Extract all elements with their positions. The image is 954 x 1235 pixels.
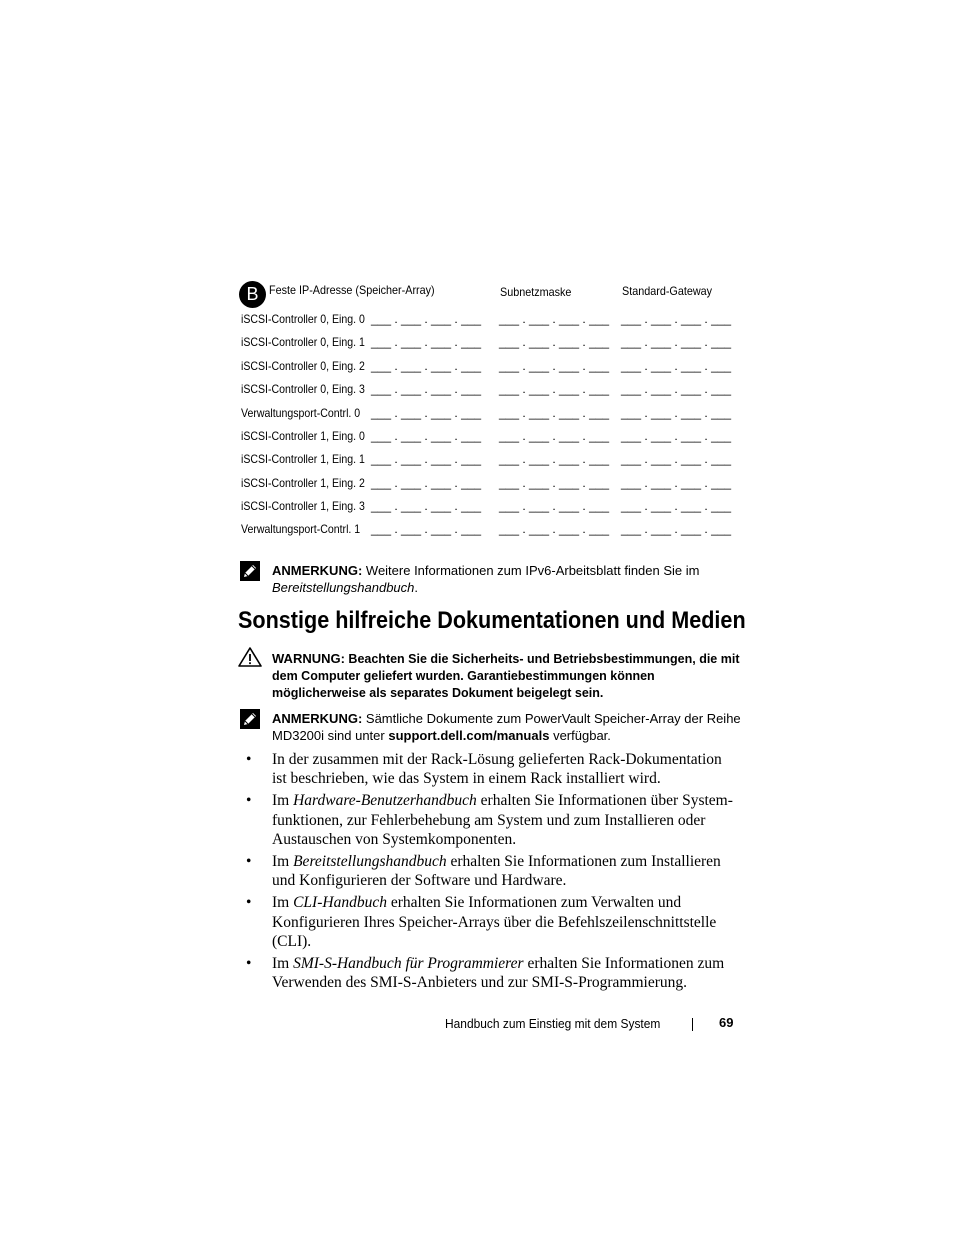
worksheet-row	[241, 429, 761, 449]
subnet-blank[interactable]: ___ . ___ . ___ . ___	[499, 382, 610, 396]
note-italic: Bereitstellungshandbuch	[272, 580, 415, 595]
gateway-blank[interactable]: ___ . ___ . ___ . ___	[621, 499, 732, 513]
warning-block	[272, 650, 742, 702]
subnet-blank[interactable]: ___ . ___ . ___ . ___	[499, 452, 610, 466]
row-label: iSCSI-Controller 0, Eing. 3	[241, 382, 365, 396]
gateway-blank[interactable]: ___ . ___ . ___ . ___	[621, 429, 732, 443]
footer-divider	[692, 1018, 693, 1031]
page-number: 69	[719, 1015, 734, 1030]
gateway-blank[interactable]: ___ . ___ . ___ . ___	[621, 312, 732, 326]
worksheet-row	[241, 476, 761, 496]
gateway-blank[interactable]: ___ . ___ . ___ . ___	[621, 522, 732, 536]
ip-blank[interactable]: ___ . ___ . ___ . ___	[371, 359, 482, 373]
row-label: Verwaltungsport-Contrl. 1	[241, 522, 361, 536]
warning-text: Beachten Sie die Sicherheits- und Betriebsbestimmungen, die mit dem Computer geliefert wurden. Garantiebestimmungen können möglicherweise als separates Dokument beigelegt sein.	[272, 652, 740, 700]
note2-end: verfügbar.	[553, 728, 611, 743]
ip-blank[interactable]: ___ . ___ . ___ . ___	[371, 335, 482, 349]
row-label: Verwaltungsport-Contrl. 0	[241, 406, 361, 420]
subnet-blank[interactable]: ___ . ___ . ___ . ___	[499, 522, 610, 536]
section-title: Sonstige hilfreiche Dokumentationen und Medien	[238, 607, 746, 634]
pencil-note-icon-2	[240, 709, 260, 729]
warning-triangle-icon	[238, 647, 262, 667]
ip-blank[interactable]: ___ . ___ . ___ . ___	[371, 382, 482, 396]
row-label: iSCSI-Controller 0, Eing. 0	[241, 312, 365, 326]
gateway-blank[interactable]: ___ . ___ . ___ . ___	[621, 382, 732, 396]
worksheet-row	[241, 499, 761, 519]
worksheet-row	[241, 312, 761, 332]
subnet-blank[interactable]: ___ . ___ . ___ . ___	[499, 499, 610, 513]
header-static-ip: Feste IP-Adresse (Speicher-Array)	[269, 283, 435, 297]
worksheet-row	[241, 382, 761, 402]
subnet-blank[interactable]: ___ . ___ . ___ . ___	[499, 312, 610, 326]
subnet-blank[interactable]: ___ . ___ . ___ . ___	[499, 429, 610, 443]
gateway-blank[interactable]: ___ . ___ . ___ . ___	[621, 452, 732, 466]
section-b-badge: B	[239, 281, 266, 308]
list-item: • Im CLI-Handbuch erhalten Sie Informationen zum Verwalten und Konfigurieren Ihres Speicher-Arrays über die Befehlszeilenschnittstelle (CLI).	[246, 894, 717, 950]
note-text: Weitere Informationen zum IPv6-Arbeitsblatt finden Sie im	[365, 563, 700, 578]
gateway-blank[interactable]: ___ . ___ . ___ . ___	[621, 335, 732, 349]
row-label: iSCSI-Controller 1, Eing. 2	[241, 476, 365, 490]
header-default-gateway: Standard-Gateway	[622, 284, 713, 298]
gateway-blank[interactable]: ___ . ___ . ___ . ___	[621, 476, 732, 490]
pencil-note-icon	[240, 561, 260, 581]
list-item: • Im Bereitstellungshandbuch erhalten Sie Informationen zum Installieren und Konfigurieren der Software und Hardware.	[246, 853, 721, 890]
ip-blank[interactable]: ___ . ___ . ___ . ___	[371, 429, 482, 443]
ip-blank[interactable]: ___ . ___ . ___ . ___	[371, 406, 482, 420]
note-ipv6	[272, 562, 742, 596]
worksheet-row	[241, 406, 761, 426]
note2-label: ANMERKUNG:	[272, 711, 363, 726]
row-label: iSCSI-Controller 1, Eing. 0	[241, 429, 365, 443]
note-label: ANMERKUNG:	[272, 563, 363, 578]
worksheet-row	[241, 452, 761, 472]
gateway-blank[interactable]: ___ . ___ . ___ . ___	[621, 406, 732, 420]
documentation-list	[242, 750, 737, 995]
ip-blank[interactable]: ___ . ___ . ___ . ___	[371, 499, 482, 513]
subnet-blank[interactable]: ___ . ___ . ___ . ___	[499, 335, 610, 349]
note-end: .	[414, 580, 419, 595]
list-item: • Im SMI-S-Handbuch für Programmierer erhalten Sie Informationen zum Verwenden des SMI-S-Anbieters und zur SMI-S-Programmierung.	[246, 955, 725, 992]
note2-text: Sämtliche Dokumente zum PowerVault Speicher-Array der Reihe MD3200i sind unter	[272, 711, 741, 743]
worksheet-row	[241, 522, 761, 542]
worksheet-row	[241, 359, 761, 379]
row-label: iSCSI-Controller 0, Eing. 2	[241, 359, 365, 373]
gateway-blank[interactable]: ___ . ___ . ___ . ___	[621, 359, 732, 373]
ip-blank[interactable]: ___ . ___ . ___ . ___	[371, 312, 482, 326]
ip-blank[interactable]: ___ . ___ . ___ . ___	[371, 452, 482, 466]
warning-label: WARNUNG:	[272, 651, 345, 666]
footer-title: Handbuch zum Einstieg mit dem System	[445, 1016, 661, 1031]
worksheet-row	[241, 335, 761, 355]
row-label: iSCSI-Controller 1, Eing. 1	[241, 452, 365, 466]
row-label: iSCSI-Controller 1, Eing. 3	[241, 499, 365, 513]
header-subnet-mask: Subnetzmaske	[500, 285, 572, 299]
subnet-blank[interactable]: ___ . ___ . ___ . ___	[499, 406, 610, 420]
subnet-blank[interactable]: ___ . ___ . ___ . ___	[499, 476, 610, 490]
row-label: iSCSI-Controller 0, Eing. 1	[241, 335, 365, 349]
ip-blank[interactable]: ___ . ___ . ___ . ___	[371, 476, 482, 490]
subnet-blank[interactable]: ___ . ___ . ___ . ___	[499, 359, 610, 373]
note-documents	[272, 710, 742, 744]
list-item: • In der zusammen mit der Rack-Lösung gelieferten Rack-Dokumentation ist beschrieben, wie das System in einem Rack installiert wird.	[246, 751, 722, 788]
list-item: • Im Hardware-Benutzerhandbuch erhalten Sie Informationen über System-funktionen, zur Fehlerbehebung am System und zum Installieren oder Austauschen von Systemkomponenten.	[246, 792, 733, 848]
ip-blank[interactable]: ___ . ___ . ___ . ___	[371, 522, 482, 536]
support-link[interactable]: support.dell.com/manuals	[388, 728, 550, 743]
